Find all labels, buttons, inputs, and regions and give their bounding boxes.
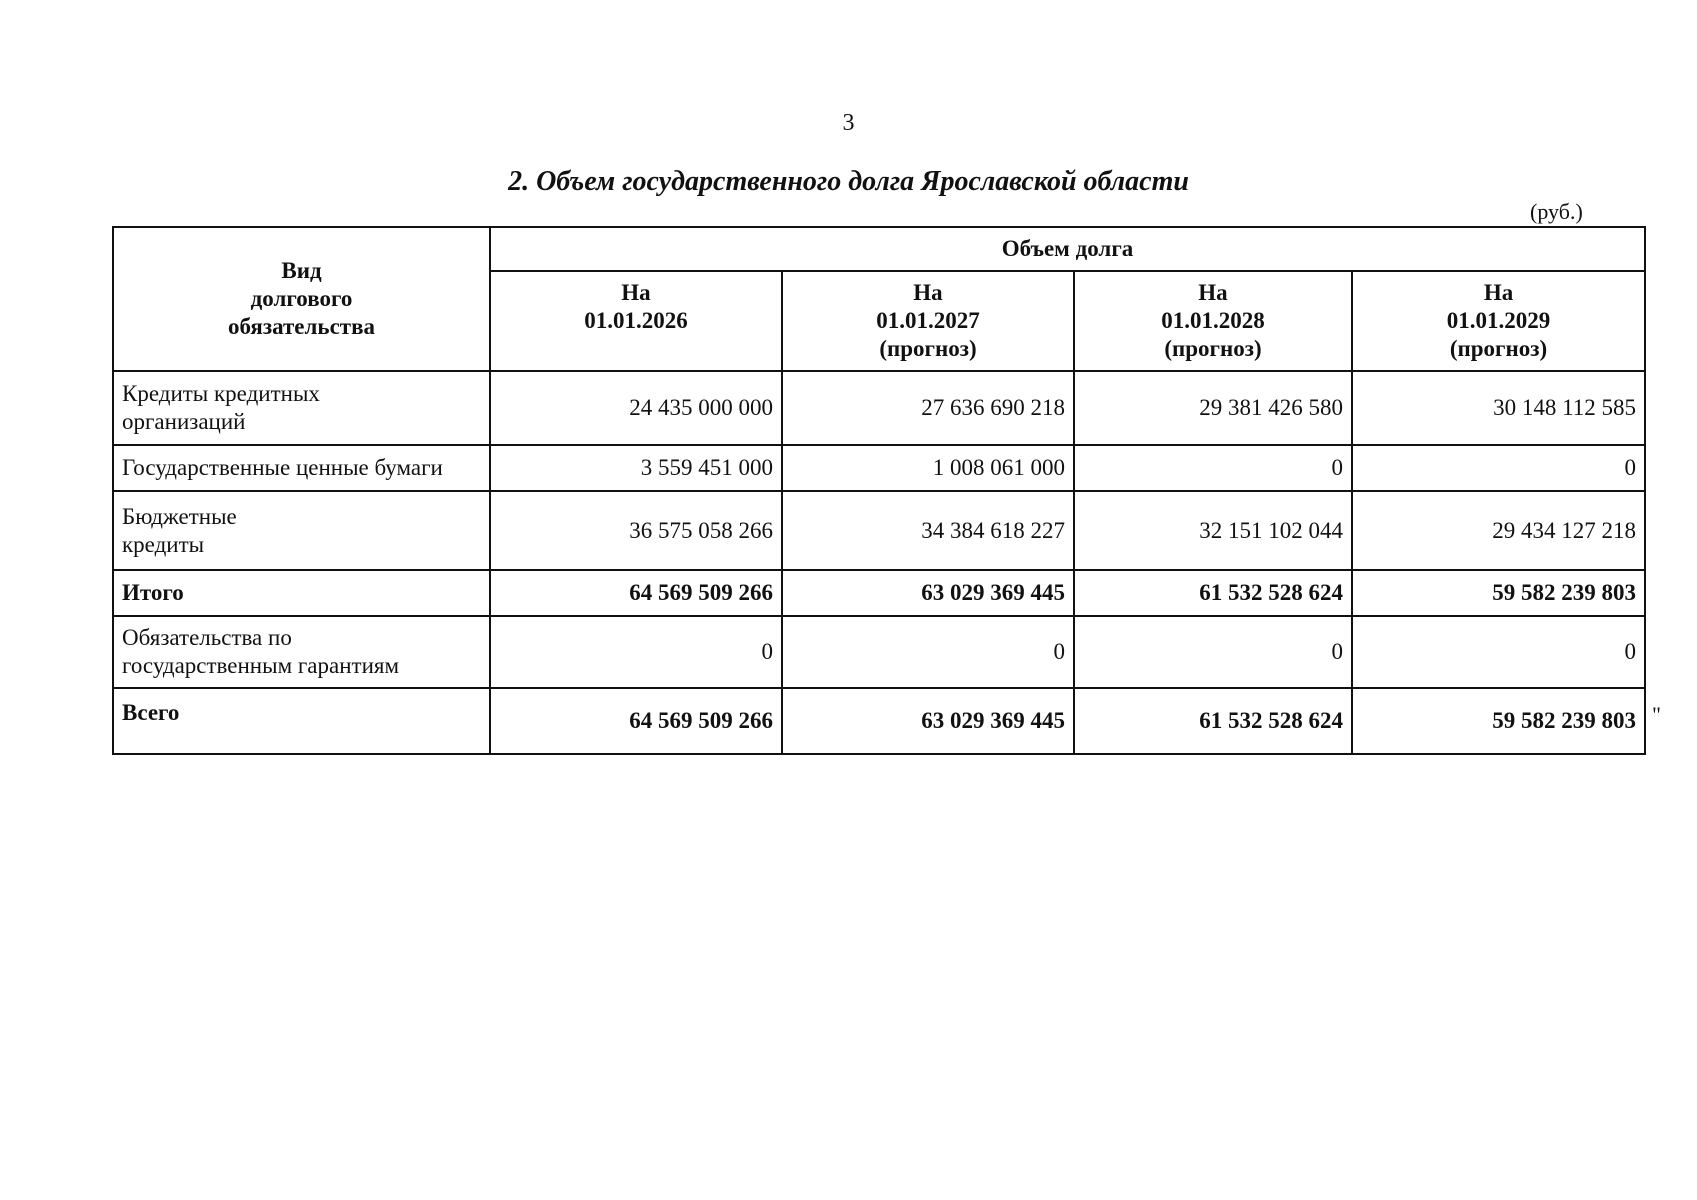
table-row [113, 445, 1645, 491]
table-cell: 0 [1074, 445, 1352, 491]
table-row-subtotal [113, 570, 1645, 616]
table-cell: 59 582 239 803 [1352, 688, 1645, 754]
row-label [113, 371, 490, 445]
table-cell: 59 582 239 803 [1352, 570, 1645, 616]
header-obligation-type-line: Вид [281, 258, 322, 283]
row-label [113, 616, 490, 688]
table-cell: 3 559 451 000 [490, 445, 782, 491]
table-cell: 0 [490, 616, 782, 688]
header-date-2027 [782, 271, 1074, 371]
header-date-line: 01.01.2028 [1161, 308, 1265, 333]
row-label-line: Бюджетные [122, 503, 237, 529]
table-cell: 63 029 369 445 [782, 688, 1074, 754]
table-cell: 36 575 058 266 [490, 491, 782, 570]
row-label-line: государственным гарантиям [122, 653, 400, 678]
header-obligation-type [113, 227, 490, 371]
table-row [113, 616, 1645, 688]
debt-volume-table [112, 226, 1646, 755]
page-number: 3 [842, 110, 855, 136]
header-obligation-type-line: обязательства [227, 314, 376, 339]
table-row [113, 371, 1645, 445]
table-cell: 27 636 690 218 [782, 371, 1074, 445]
row-label-line: организаций [122, 409, 246, 434]
header-date-line: На [621, 280, 651, 305]
table-cell: 0 [1352, 445, 1645, 491]
header-date-line: На [1483, 280, 1514, 305]
table-cell: 0 [782, 616, 1074, 688]
units-label: (руб.) [1530, 199, 1583, 224]
table-row [113, 491, 1645, 570]
header-date-line: На [1198, 280, 1228, 305]
header-date-line: На [913, 280, 943, 305]
row-label-line: кредиты [122, 531, 205, 557]
row-label: Всего [113, 688, 490, 754]
header-date-line: 01.01.2029 [1446, 308, 1551, 333]
header-date-line: 01.01.2026 [584, 308, 688, 333]
table-cell: 61 532 528 624 [1074, 688, 1352, 754]
header-date-2029 [1352, 271, 1645, 371]
table-cell: 29 381 426 580 [1074, 371, 1352, 445]
header-date-line: (прогноз) [1449, 336, 1548, 361]
header-date-line: (прогноз) [879, 336, 977, 361]
row-label: Государственные ценные бумаги [113, 445, 490, 491]
table-cell: 63 029 369 445 [782, 570, 1074, 616]
row-label: Итого [113, 570, 490, 616]
table-cell: 64 569 509 266 [490, 688, 782, 754]
header-obligation-type-line: долгового [250, 286, 353, 311]
header-date-line: 01.01.2027 [876, 308, 980, 333]
document-title: 2. Объем государственного долга Ярославской области [508, 166, 1189, 197]
table-cell: 64 569 509 266 [490, 570, 782, 616]
table-cell: 1 008 061 000 [782, 445, 1074, 491]
table-cell: 0 [1352, 616, 1645, 688]
table-cell: 0 [1074, 616, 1352, 688]
header-date-line: (прогноз) [1164, 336, 1262, 361]
header-debt-volume: Объем долга [490, 227, 1645, 271]
table-cell: 29 434 127 218 [1352, 491, 1645, 570]
header-date-2028 [1074, 271, 1352, 371]
table-cell: 61 532 528 624 [1074, 570, 1352, 616]
table-cell: 24 435 000 000 [490, 371, 782, 445]
table-cell: 32 151 102 044 [1074, 491, 1352, 570]
row-label-line: Кредиты кредитных [122, 381, 320, 406]
row-label-line: Обязательства по [122, 625, 292, 650]
table-header-row [113, 227, 1645, 271]
table-cell: 30 148 112 585 [1352, 371, 1645, 445]
row-label [113, 491, 490, 570]
table-cell: 34 384 618 227 [782, 491, 1074, 570]
table-row-total [113, 688, 1645, 754]
header-date-line [499, 335, 773, 363]
header-date-2026 [490, 271, 782, 371]
closing-quote-mark: " [1652, 702, 1661, 727]
